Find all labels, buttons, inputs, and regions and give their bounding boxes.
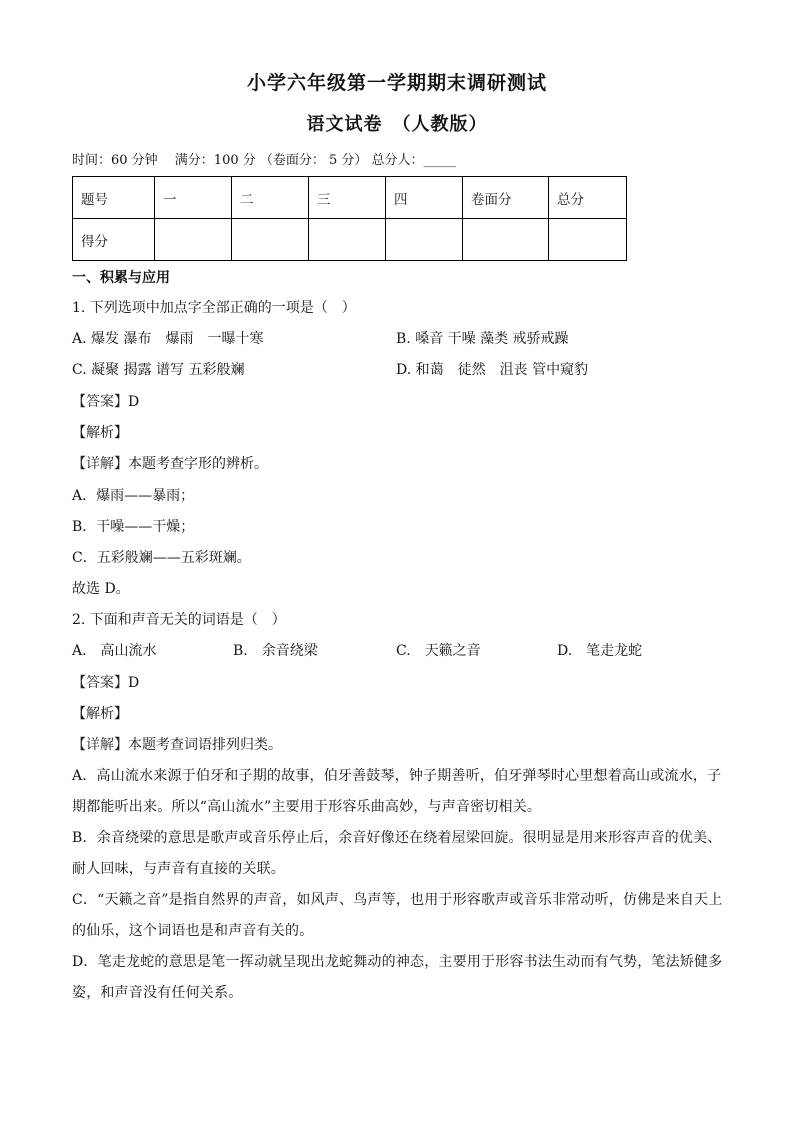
question-1-line-c: C．五彩般斓——五彩斑斓。	[72, 550, 251, 566]
question-1-detail	[72, 454, 268, 474]
answer-label: 【答案】	[72, 394, 128, 410]
question-2-option-a: A. 高山流水	[72, 643, 157, 659]
question-1-option-b: B. 嗓音 干噪 藻类 戒骄戒躁	[396, 331, 569, 347]
question-2-answer	[72, 673, 139, 693]
detail-text: 本题考查词语排列归类。	[128, 737, 282, 753]
question-2-paragraph-a: A．高山流水来源于伯牙和子期的故事，伯牙善鼓琴，钟子期善听，伯牙弹琴时心里想着高山或流水，子期都能听出来。所以“高山流水”主要用于形容乐曲高妙，与声音密切相关。	[72, 768, 722, 815]
question-2-option-c: C. 天籁之音	[396, 643, 481, 659]
question-1-line-a: A．爆雨——暴雨；	[72, 488, 195, 504]
question-1-conclusion: 故选 D。	[72, 581, 130, 597]
score-input-cell[interactable]	[309, 219, 386, 261]
table-cell: 一	[155, 177, 232, 219]
answer-value: D	[128, 394, 140, 410]
question-1-line-b: B．干噪——干燥；	[72, 519, 195, 535]
question-2-stem: 2. 下面和声音无关的词语是（ ）	[72, 612, 286, 628]
question-2-paragraph-d: D．笔走龙蛇的意思是笔一挥动就呈现出龙蛇舞动的神态，主要用于形容书法生动而有气势，笔法矫健多姿，和声音没有任何关系。	[72, 954, 723, 1001]
score-input-cell[interactable]	[155, 219, 232, 261]
question-1-option-a: A. 爆发 瀑布 爆雨 一曝十寒	[72, 331, 264, 347]
detail-label: 【详解】	[72, 737, 128, 753]
table-cell: 四	[386, 177, 463, 219]
score-input-cell[interactable]	[232, 219, 309, 261]
table-cell: 卷面分	[463, 177, 549, 219]
detail-label: 【详解】	[72, 456, 128, 472]
section-heading: 一、积累与应用	[72, 270, 170, 286]
table-cell: 得分	[73, 219, 155, 261]
table-cell: 二	[232, 177, 309, 219]
detail-text: 本题考查字形的辨析。	[128, 456, 268, 472]
question-1-answer	[72, 392, 139, 412]
score-table-header-row	[73, 177, 627, 219]
score-input-cell[interactable]	[386, 219, 463, 261]
table-cell: 题号	[73, 177, 155, 219]
question-1-option-d: D. 和蔼 徒然 沮丧 管中窥豹	[396, 362, 589, 378]
table-cell: 总分	[549, 177, 627, 219]
question-2-analysis-label: 【解析】	[72, 706, 128, 722]
answer-value: D	[128, 675, 140, 691]
question-1-option-c: C. 凝聚 揭露 谱写 五彩般斓	[72, 362, 245, 378]
page-title: 小学六年级第一学期期末调研测试	[246, 72, 547, 94]
score-input-cell[interactable]	[463, 219, 549, 261]
question-1-stem: 1. 下列选项中加点字全部正确的一项是（ ）	[72, 300, 356, 316]
question-2-paragraph-b: B．余音绕梁的意思是歌声或音乐停止后，余音好像还在绕着屋梁回旋。很明显是用来形容声音的优美、耐人回味，与声音有直接的关联。	[72, 830, 722, 877]
question-2-option-d: D. 笔走龙蛇	[557, 643, 643, 659]
question-2-detail	[72, 735, 282, 755]
question-2-paragraph-c: C．“天籁之音”是指自然界的声音，如风声、鸟声等，也用于形容歌声或音乐非常动听，仿佛是来自天上的仙乐，这个词语也是和声音有关的。	[72, 892, 723, 939]
answer-label: 【答案】	[72, 675, 128, 691]
score-table	[72, 176, 627, 261]
question-2-option-b: B. 余音绕梁	[233, 643, 318, 659]
score-table-score-row	[73, 219, 627, 261]
score-input-cell[interactable]	[549, 219, 627, 261]
question-1-analysis-label: 【解析】	[72, 425, 128, 441]
page-subtitle: 语文试卷 （人教版）	[306, 114, 488, 135]
table-cell: 三	[309, 177, 386, 219]
exam-meta: 时间：60 分钟 满分：100 分 （卷面分： 5 分） 总分人：_____	[72, 153, 457, 168]
